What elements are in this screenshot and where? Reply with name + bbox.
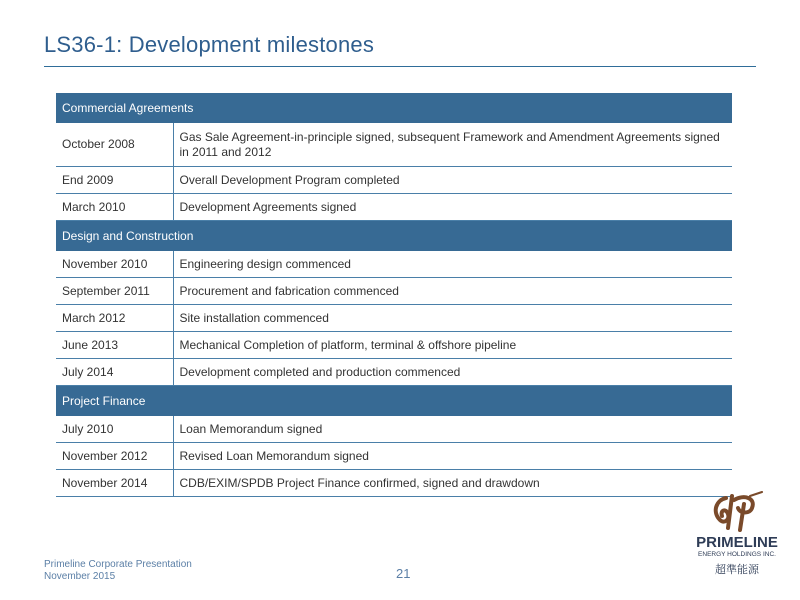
section-header-commercial <box>56 93 732 123</box>
milestone-description: Overall Development Program completed <box>173 167 732 194</box>
milestone-date: June 2013 <box>56 332 173 359</box>
footer-title: Primeline Corporate Presentation <box>44 559 192 570</box>
milestone-date: End 2009 <box>56 167 173 194</box>
company-logo <box>692 490 782 580</box>
page-number: 21 <box>396 566 411 581</box>
table-row <box>56 167 732 194</box>
section-title: Project Finance <box>56 386 732 417</box>
milestone-date: November 2012 <box>56 443 173 470</box>
milestone-description: Engineering design commenced <box>173 251 732 278</box>
milestone-description: Loan Memorandum signed <box>173 416 732 443</box>
milestone-description: CDB/EXIM/SPDB Project Finance confirmed, signed and drawdown <box>173 470 732 497</box>
slide-title: LS36-1: Development milestones <box>44 32 375 57</box>
milestone-description: Site installation commenced <box>173 305 732 332</box>
milestone-description: Mechanical Completion of platform, terminal & offshore pipeline <box>173 332 732 359</box>
milestone-date: March 2012 <box>56 305 173 332</box>
milestone-date: July 2010 <box>56 416 173 443</box>
table-row <box>56 278 732 305</box>
table-row <box>56 416 732 443</box>
table-row <box>56 332 732 359</box>
milestone-date: November 2010 <box>56 251 173 278</box>
milestone-description: Development Agreements signed <box>173 194 732 221</box>
milestone-date: October 2008 <box>56 123 173 167</box>
section-header-design <box>56 221 732 252</box>
logo-subtitle: ENERGY HOLDINGS INC. <box>698 551 776 558</box>
title-rule <box>44 66 756 67</box>
logo-mark-icon <box>706 490 766 534</box>
table-row <box>56 359 732 386</box>
milestone-date: July 2014 <box>56 359 173 386</box>
table-row <box>56 123 732 167</box>
milestone-description: Gas Sale Agreement-in-principle signed, subsequent Framework and Amendment Agreements signed in 2011 and 2012 <box>173 123 732 167</box>
logo-chinese-name: 超準能源 <box>715 564 759 576</box>
table-row <box>56 305 732 332</box>
section-header-finance <box>56 386 732 417</box>
table-row <box>56 443 732 470</box>
milestone-date: November 2014 <box>56 470 173 497</box>
milestone-description: Development completed and production commenced <box>173 359 732 386</box>
section-title: Commercial Agreements <box>56 93 732 123</box>
table-row <box>56 470 732 497</box>
logo-wordmark: PRIMELINE <box>696 534 778 551</box>
milestone-description: Procurement and fabrication commenced <box>173 278 732 305</box>
milestone-date: September 2011 <box>56 278 173 305</box>
table-row <box>56 251 732 278</box>
milestones-table <box>56 93 732 497</box>
milestone-description: Revised Loan Memorandum signed <box>173 443 732 470</box>
table-row <box>56 194 732 221</box>
footer-date: November 2015 <box>44 571 116 582</box>
section-title: Design and Construction <box>56 221 732 252</box>
milestone-date: March 2010 <box>56 194 173 221</box>
